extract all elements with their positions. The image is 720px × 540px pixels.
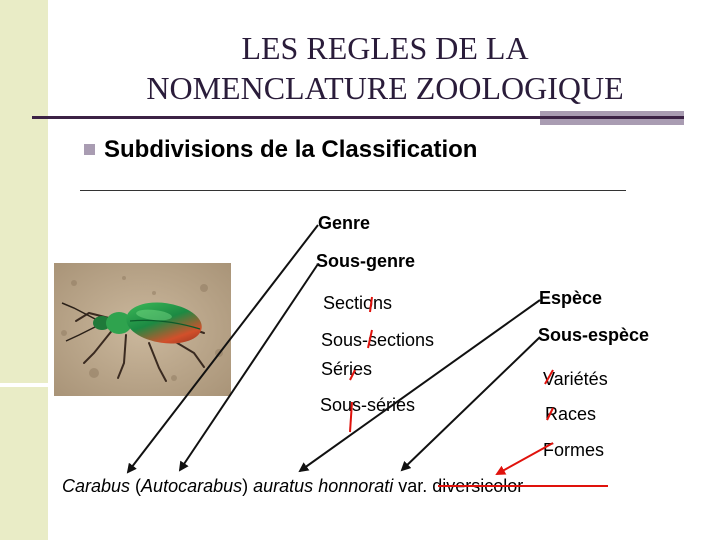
close-paren: ): [242, 476, 254, 496]
rank-sections: Sections: [323, 293, 393, 313]
subgenus-name: Autocarabus: [141, 476, 243, 496]
rank-varietes: Variétés: [543, 369, 608, 389]
arrow-sous-series: [350, 402, 352, 432]
rank-sous-sections: Sous-sections: [321, 330, 435, 350]
subspecies-epithet: honnorati: [318, 476, 394, 496]
arrow-sous-sections: [368, 330, 372, 348]
species-epithet: auratus: [253, 476, 314, 496]
arrow-varietes: [545, 370, 553, 384]
rank-espece: Espèce: [539, 288, 603, 308]
rank-genre: Genre: [318, 213, 371, 233]
arrow-genre: [128, 225, 318, 472]
genus-name: Carabus: [62, 476, 131, 496]
arrow-sous-espece: [402, 337, 540, 470]
arrow-races: [547, 408, 553, 420]
rank-series: Séries: [321, 359, 373, 379]
rank-formes: Formes: [543, 440, 605, 460]
rank-races: Races: [545, 404, 597, 424]
arrow-espece: [300, 300, 540, 471]
subtitle: Subdivisions de la Classification: [104, 136, 478, 163]
variety-name: var. diversicolor: [393, 476, 524, 496]
title-line-1: LES REGLES DE LA: [241, 30, 529, 66]
rank-sous-espece: Sous-espèce: [538, 325, 650, 345]
arrow-sections: [370, 297, 372, 312]
arrow-sous-genre: [180, 264, 318, 470]
title-line-2: NOMENCLATURE ZOOLOGIQUE: [146, 70, 624, 106]
arrow-series: [350, 370, 355, 380]
rank-sous-genre: Sous-genre: [316, 251, 416, 271]
rank-sous-series: Sous-séries: [320, 395, 416, 415]
open-paren: (: [130, 476, 142, 496]
arrow-formes: [497, 443, 553, 474]
